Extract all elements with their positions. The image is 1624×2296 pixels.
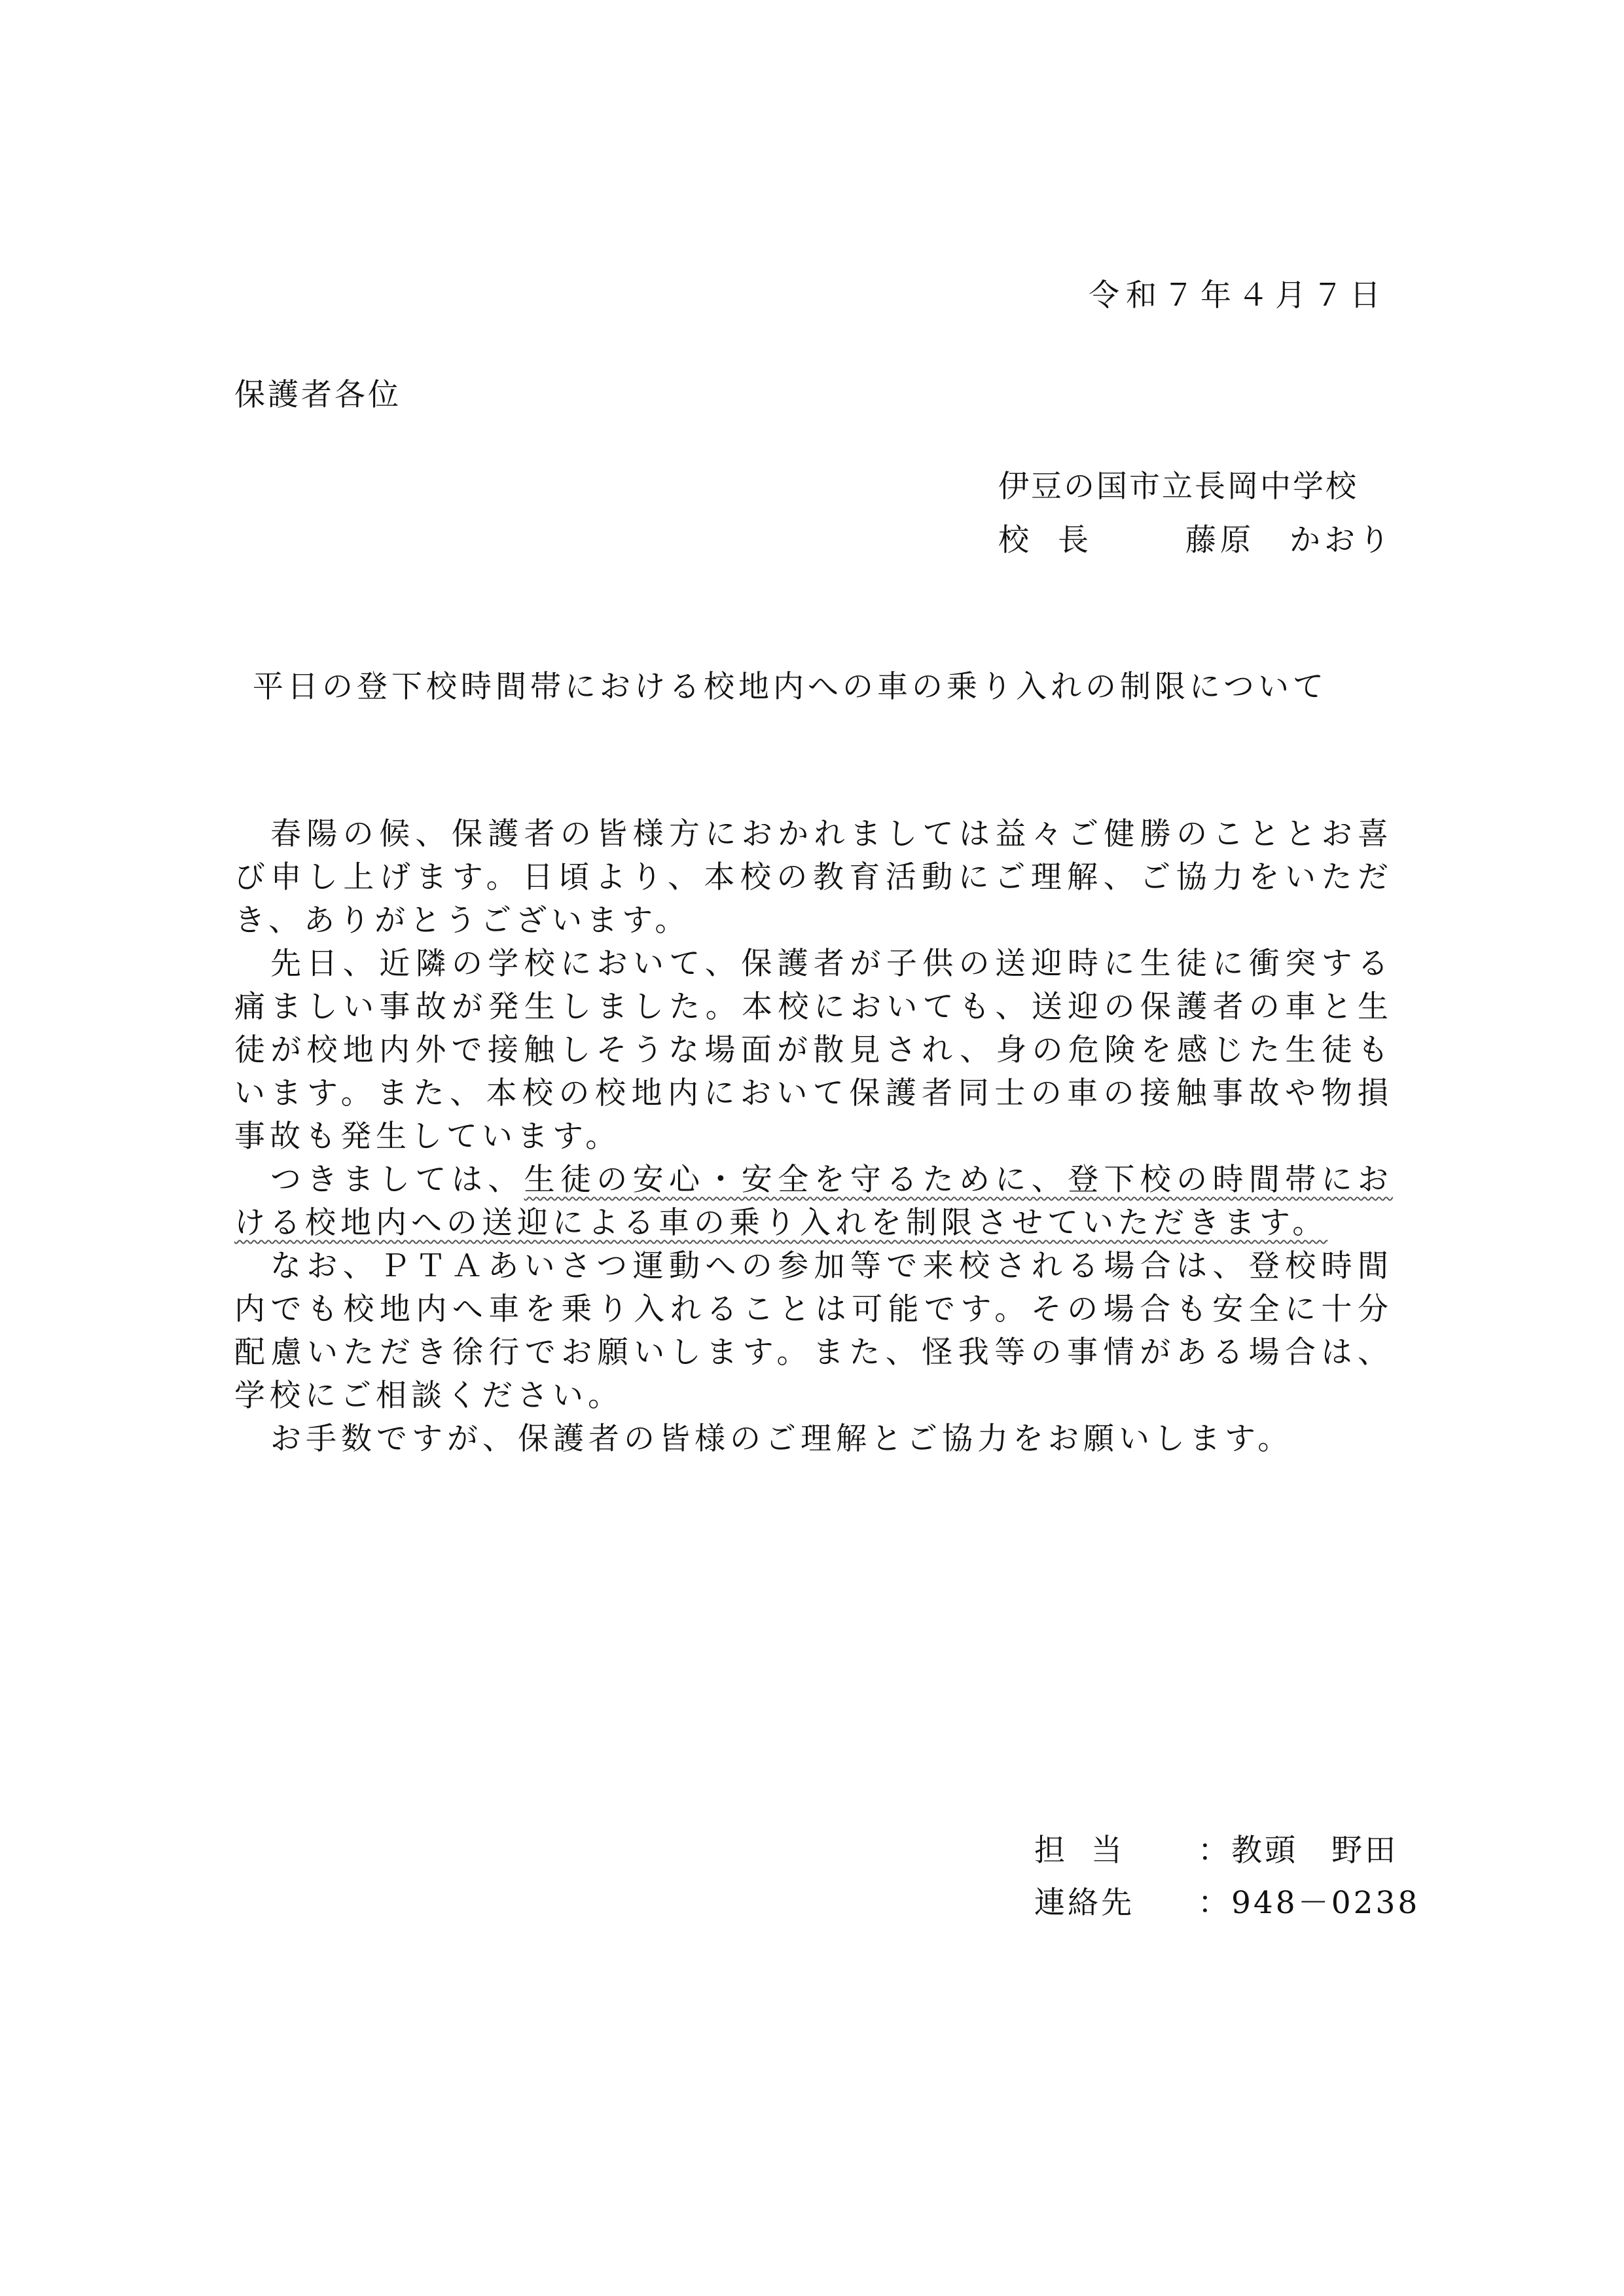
school-name: 伊豆の国市立長岡中学校 [998, 469, 1358, 505]
contact-phone-label: 連絡先 [1034, 1885, 1134, 1921]
letter-date: 令和７年４月７日 [1089, 278, 1387, 314]
paragraph-restriction [234, 1158, 1393, 1245]
principal-signature [998, 521, 1394, 560]
paragraph-exceptions: なお、ＰＴＡあいさつ運動への参加等で来校される場合は、登校時間内でも校地内へ車を乗り入れることは可能です。その場合も安全に十分配慮いただき徐行でお願いします。また、怪我等の事情がある場合は、学校にご相談ください。 [234, 1248, 1393, 1414]
paragraph-closing: お手数ですが、保護者の皆様のご理解とご協力をお願いします。 [270, 1421, 1293, 1457]
paragraph-incident: 先日、近隣の学校において、保護者が子供の送迎時に生徒に衝突する痛ましい事故が発生しました。本校においても、送迎の保護者の車と生徒が校地内外で接触しそうな場面が散見され、身の危険を感じた生徒もいます。また、本校の校地内において保護者同士の車の接触事故や物損事故も発生しています。 [234, 946, 1393, 1155]
principal-name: 藤原 かおり [1185, 522, 1394, 558]
contact-phone [1034, 1884, 1420, 1923]
paragraph-greeting: 春陽の候、保護者の皆様方におかれましては益々ご健勝のこととお喜び申し上げます。日頃より、本校の教育活動にご理解、ご協力をいただき、ありがとうございます。 [234, 816, 1393, 939]
contact-person-label: 担当 [1034, 1833, 1148, 1869]
restriction-intro: つきましては、 [270, 1162, 524, 1198]
contact-phone-value: ：948－0238 [1198, 1885, 1420, 1921]
restriction-emphasis: 生徒の安心・安全を守るために、登下校の時間帯における校地内への送迎による車の乗り入れを制限させていただきます。 [234, 1162, 1394, 1241]
addressee: 保護者各位 [234, 377, 401, 413]
contact-person [1034, 1831, 1398, 1871]
letter-body [234, 813, 1393, 1461]
contact-person-value: ：教頭 野田 [1198, 1833, 1398, 1869]
letter-title: 平日の登下校時間帯における校地内への車の乗り入れの制限について [253, 669, 1328, 705]
principal-role: 校長 [998, 522, 1117, 558]
